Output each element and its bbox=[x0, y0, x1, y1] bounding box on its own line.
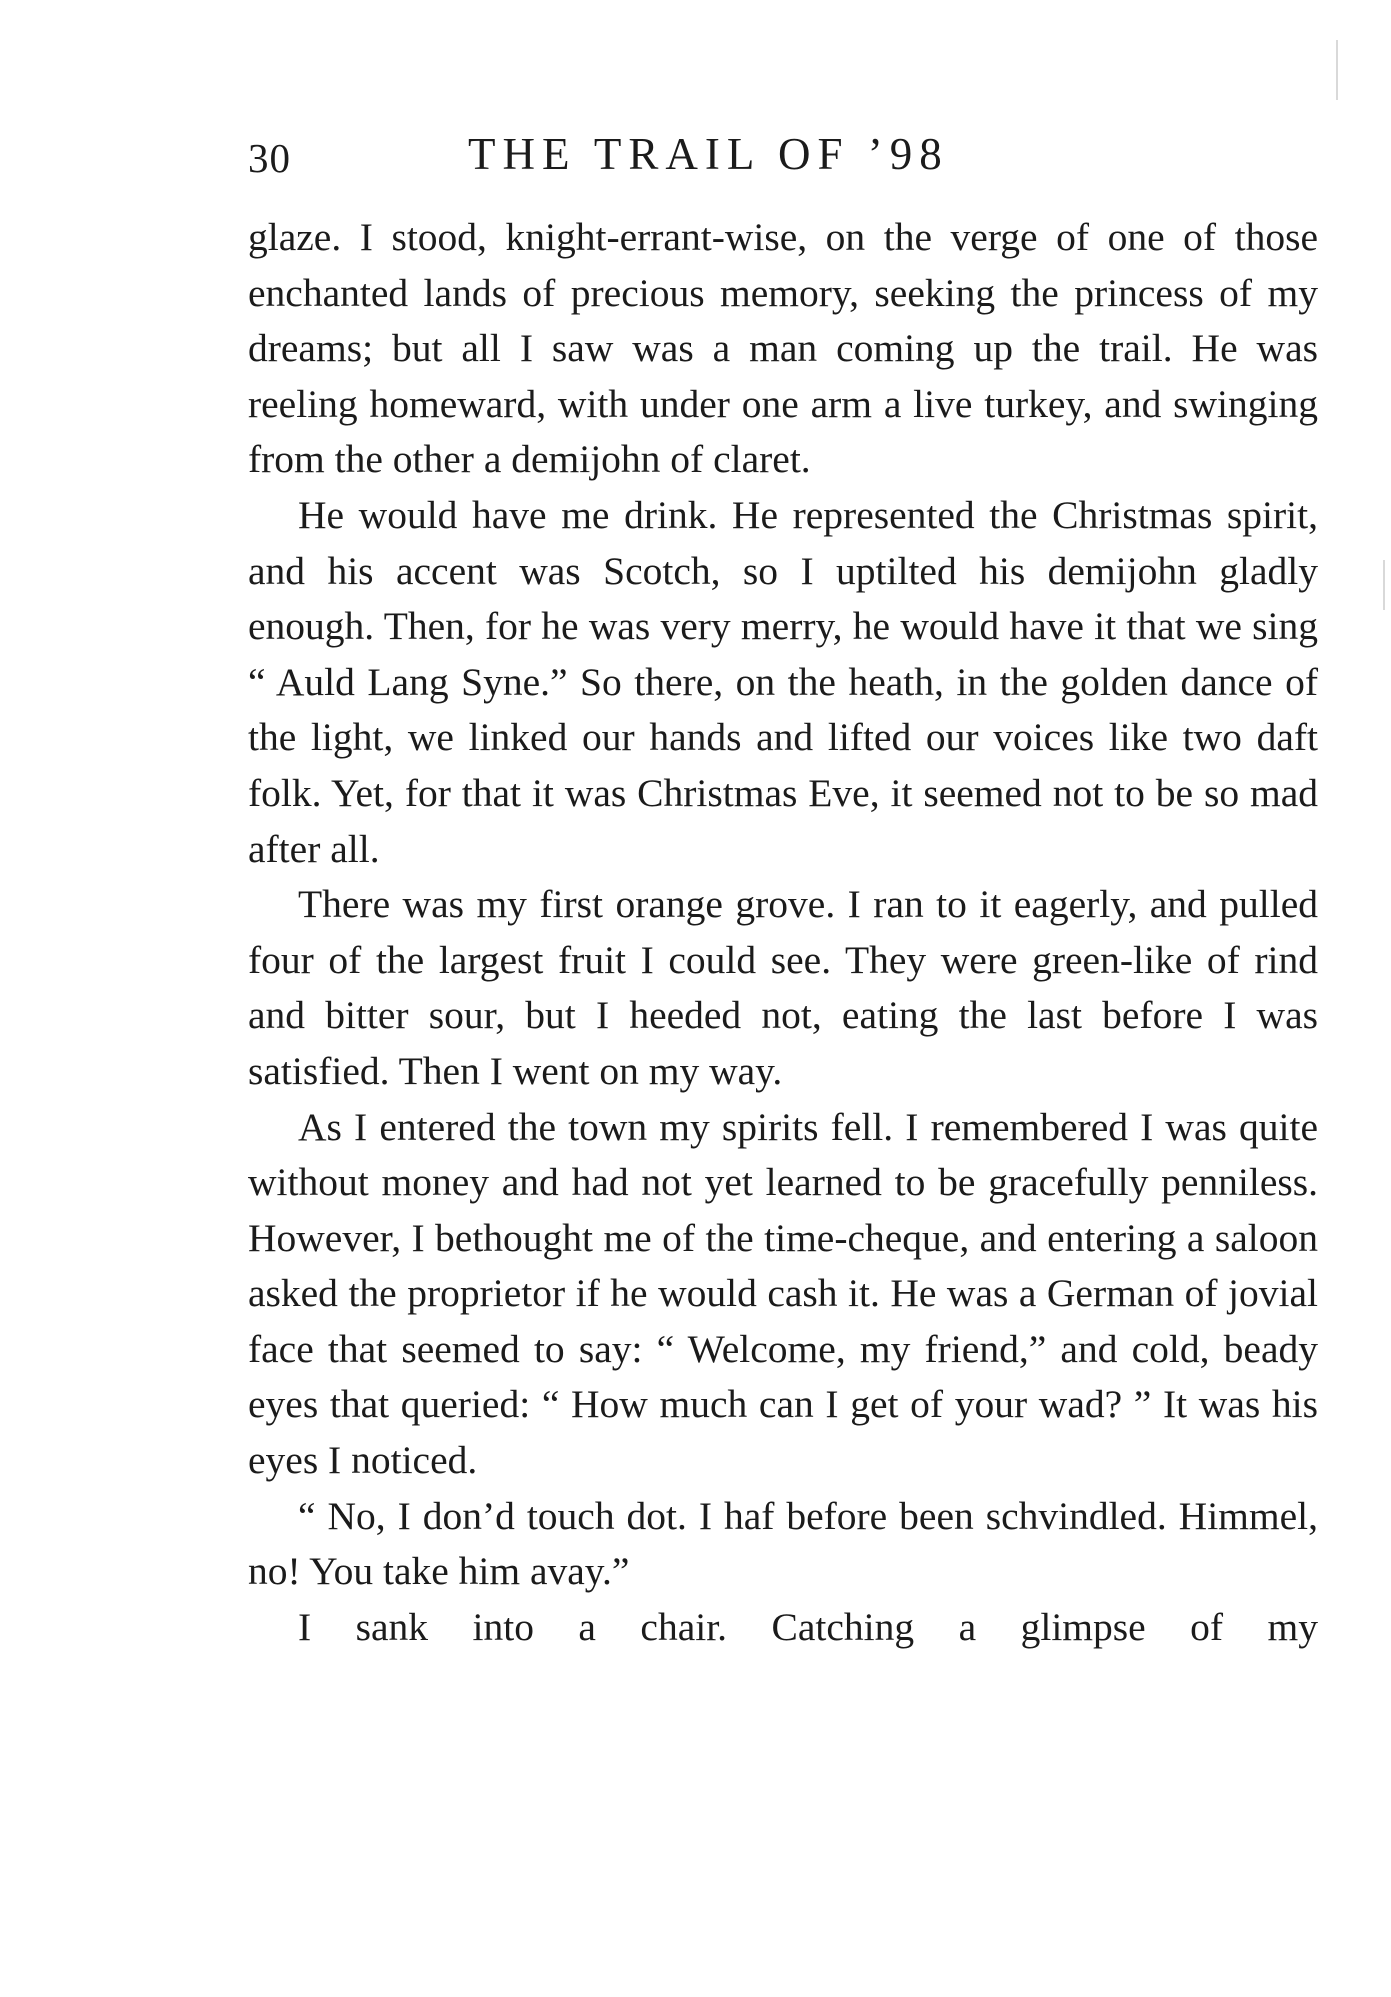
scan-edge-mark bbox=[1336, 40, 1338, 100]
paragraph-glaze: glaze. I stood, knight-errant-wise, on the verge of one of those enchanted lands of precious memory, seeking the princess of my dreams; but all I saw was a man coming up the trail. He was reeling homeward, with under one arm a live turkey, and swinging from the other a demijohn of claret. bbox=[248, 215, 1318, 482]
page-header bbox=[248, 128, 1318, 188]
paragraph-orange-grove: There was my first orange grove. I ran to it eagerly, and pulled four of the largest fruit I could see. They were green-like of rind and bitter sour, but I heeded not, eating the last before I was satisfied. Then I went on my way. bbox=[248, 882, 1318, 1093]
page-number: 30 bbox=[248, 135, 291, 181]
paragraph-drink: He would have me drink. He represented the Christmas spirit, and his accent was Scotch, so I uptilted his demijohn gladly enough. Then, for he was very merry, he would have it that we sing “ Auld Lang Syne.” So there, on the heath, in the golden dance of the light, we linked our hands and lifted our voices like two daft folk. Yet, for that it was Christmas Eve, it seemed not to be so mad after all. bbox=[248, 492, 1318, 871]
scan-edge-mark bbox=[1383, 560, 1385, 610]
paragraph-town: As I entered the town my spirits fell. I remembered I was quite without money and had not yet learned to be gracefully penniless. However, I bethought me of the time-cheque, and entering a saloon asked the proprietor if he would cash it. He was a German of jovial face that seemed to say: “ Welcome, my friend,” and cold, beady eyes that queried: “ How much can I get of your wad? ” It was his eyes I noticed. bbox=[248, 1104, 1318, 1483]
body-text bbox=[248, 210, 1318, 1655]
paragraph-chair: I sank into a chair. Catching a glimpse of my bbox=[298, 1604, 1318, 1649]
paragraph-german-reply: “ No, I don’d touch dot. I haf before been schvindled. Himmel, no! You take him avay.” bbox=[248, 1493, 1318, 1594]
running-head: THE TRAIL OF ’98 bbox=[468, 129, 949, 179]
